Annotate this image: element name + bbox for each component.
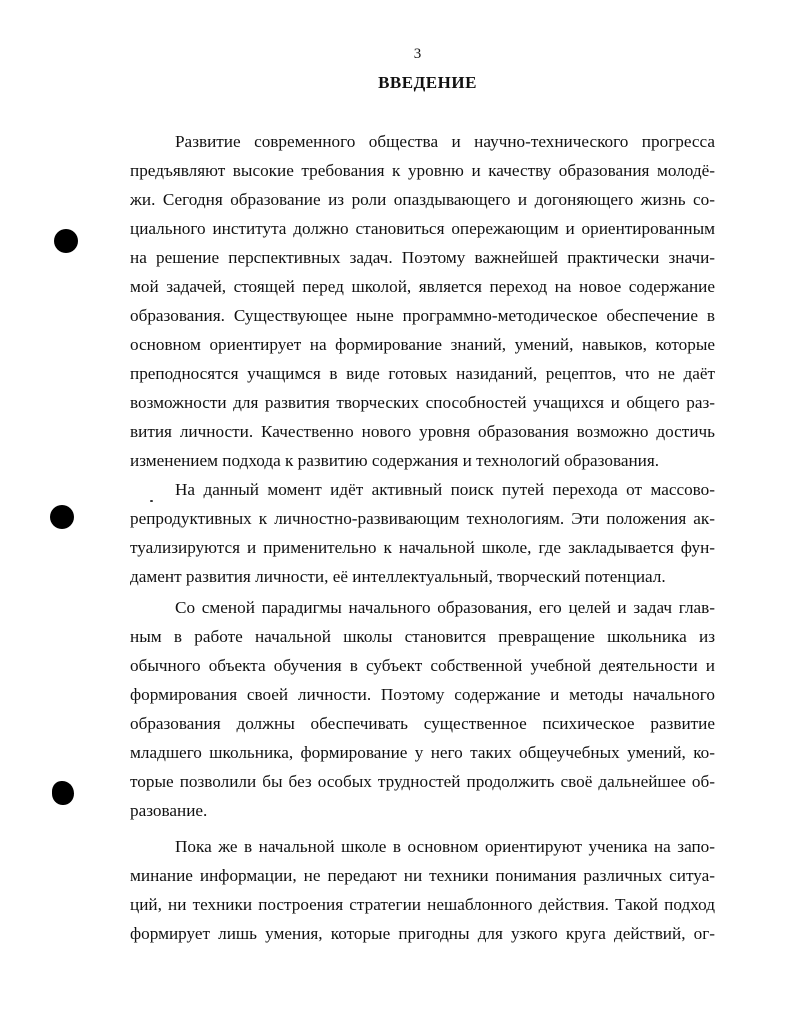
text-line: ций, ни техники построения стратегии нешаблонного действия. Такой подход	[130, 895, 715, 914]
text-line: обычного объекта обучения в субъект собственной учебной деятельности и	[130, 656, 715, 675]
text-line: На данный момент идёт активный поиск путей перехода от массово-	[175, 480, 715, 499]
text-line: основном ориентирует на формирование знаний, умений, навыков, которые	[130, 335, 715, 354]
text-line: разование.	[130, 801, 208, 820]
text-line: вития личности. Качественно нового уровня образования возможно достичь	[130, 422, 715, 441]
text-line: младшего школьника, формирование у него таких общеучебных умений, ко-	[130, 743, 715, 762]
text-line: на решение перспективных задач. Поэтому важнейшей практически значи-	[130, 248, 715, 267]
text-line: минание информации, не передают ни техники понимания различных ситуа-	[130, 866, 715, 885]
text-line: образования. Существующее ныне программно-методическое обеспечение в	[130, 306, 715, 325]
binder-hole-bottom	[52, 781, 74, 805]
text-line: формирования своей личности. Поэтому содержание и методы начального	[130, 685, 715, 704]
text-line: репродуктивных к личностно-развивающим технологиям. Эти положения ак-	[130, 509, 715, 528]
text-line: образования должны обеспечивать существенное психическое развитие	[130, 714, 715, 733]
page-title: ВВЕДЕНИЕ	[378, 73, 477, 92]
text-line: жи. Сегодня образование из роли опаздывающего и догоняющего жизнь со-	[130, 190, 715, 209]
text-line: ным в работе начальной школы становится превращение школьника из	[130, 627, 715, 646]
text-line: циального института должно становиться опережающим и ориентированным	[130, 219, 715, 238]
text-line: преподносятся учащимся в виде готовых назиданий, рецептов, что не даёт	[130, 364, 715, 383]
text-line: Со сменой парадигмы начального образования, его целей и задач глав-	[175, 598, 715, 617]
binder-hole-middle	[50, 505, 74, 529]
text-line: Развитие современного общества и научно-технического прогресса	[175, 132, 715, 151]
page-number: 3	[413, 46, 422, 62]
binder-hole-top	[54, 229, 78, 253]
text-line: туализируются и применительно к начальной школе, где закладывается фун-	[130, 538, 715, 557]
scan-speck	[150, 500, 153, 502]
text-line: предъявляют высокие требования к уровню и качеству образования молодё-	[130, 161, 715, 180]
text-line: возможности для развития творческих способностей учащихся и общего раз-	[130, 393, 715, 412]
text-line: дамент развития личности, её интеллектуальный, творческий потенциал.	[130, 567, 666, 586]
text-line: Пока же в начальной школе в основном ориентируют ученика на запо-	[175, 837, 715, 856]
text-line: изменением подхода к развитию содержания и технологий образования.	[130, 451, 660, 470]
text-line: мой задачей, стоящей перед школой, является переход на новое содержание	[130, 277, 715, 296]
text-line: формирует лишь умения, которые пригодны для узкого круга действий, ог-	[130, 924, 715, 943]
text-line: торые позволили бы без особых трудностей продолжить своё дальнейшее об-	[130, 772, 715, 791]
